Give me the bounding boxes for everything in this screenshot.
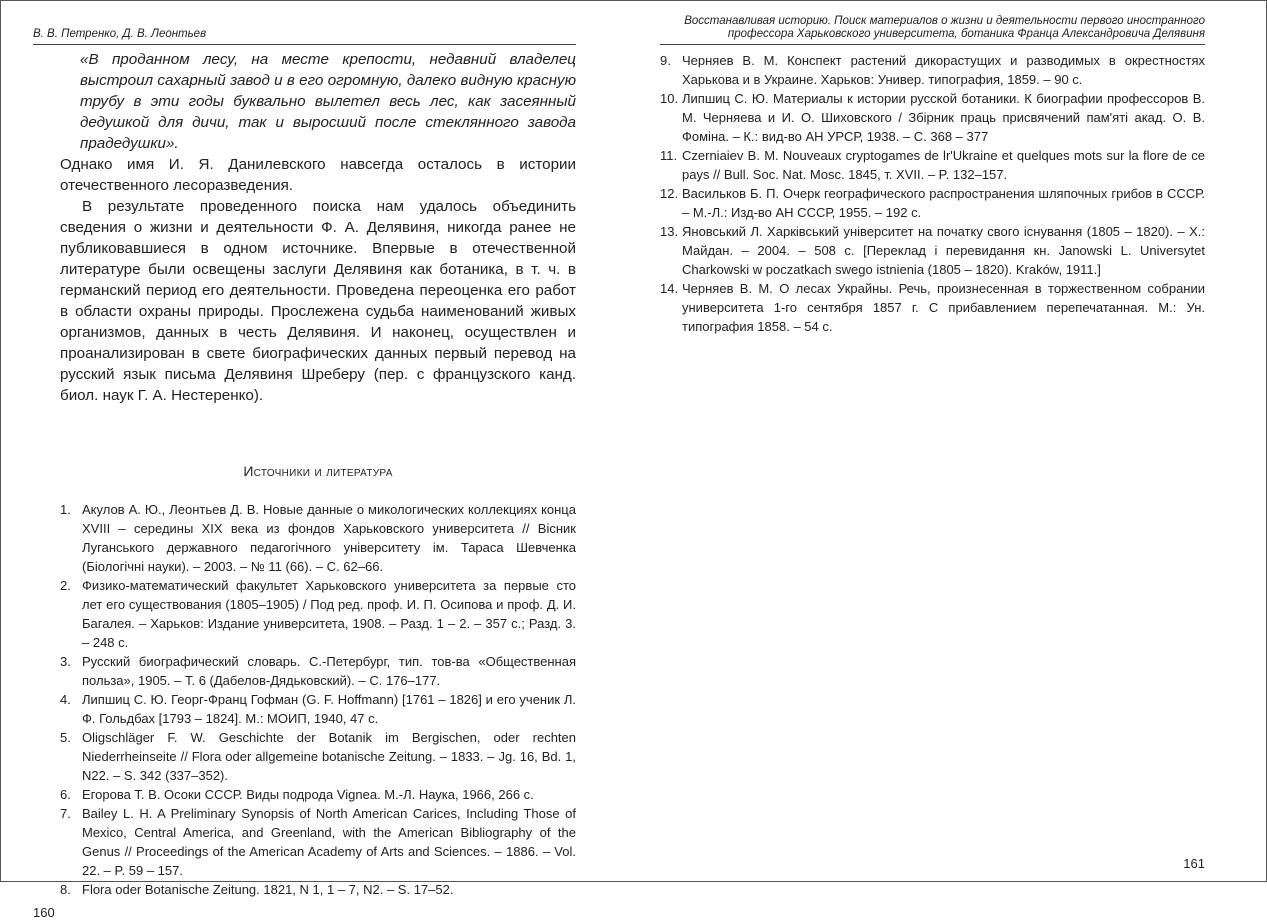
reference-text: Русский биографический словарь. С.-Петербург, тип. тов-ва «Общественная польза», 1905. – Т. 6 (Дабелов-Дядьковский). – С. 176–177. bbox=[82, 654, 576, 688]
left-page bbox=[33, 0, 576, 921]
reference-text: Физико-математический факультет Харьковского университета за первые сто лет его существования (1805–1905) / Под ред. проф. И. П. Осипова и проф. Д. И. Багалея. – Харьков: Издание университета, 1908. – Разд. 1 – 2. – 357 с.; Разд. 3. – 248 с. bbox=[82, 578, 576, 650]
reference-number: 8. bbox=[60, 882, 71, 897]
quote-block: «В проданном лесу, на месте крепости, недавний владелец выстроил сахарный завод и в его огромную, далеко видную красную трубу в эти годы буквально вылетел весь лес, как засеянный дедушкой для дичи, так и выросший после стеклянного завода прадедушки». bbox=[80, 51, 576, 152]
running-header-authors: В. В. Петренко, Д. В. Леонтьев bbox=[33, 28, 576, 45]
reference-item bbox=[60, 880, 576, 899]
reference-text: Черняев В. М. Конспект растений дикорастущих и разводимых в окрестностях Харькова и в Украине. Харьков: Универ. типография, 1859. – 90 с. bbox=[682, 53, 1205, 87]
section-heading: Источники и литература bbox=[243, 463, 393, 479]
reference-text: Егорова Т. В. Осоки СССР. Виды подрода Vignea. М.-Л. Наука, 1966, 266 с. bbox=[82, 787, 534, 802]
reference-text: Черняев В. М. О лесах Украйны. Речь, произнесенная в торжественном собрании университета 1-го сентября 1857 г. С прибавлением перепечатанная. М.: Ун. типография 1858. – 54 с. bbox=[682, 281, 1205, 334]
reference-text: Czerniaiev B. M. Nouveaux cryptogames de lr'Ukraine et quelques mots sur la flore de ce pays // Bull. Soc. Nat. Mosc. 1845, т. XVII. – P. 132–157. bbox=[682, 148, 1205, 182]
reference-number: 9. bbox=[660, 53, 671, 68]
reference-number: 14. bbox=[660, 281, 679, 296]
reference-item bbox=[660, 184, 1205, 222]
reference-text: Flora oder Botanische Zeitung. 1821, N 1, 1 – 7, N2. – S. 17–52. bbox=[82, 882, 454, 897]
right-page bbox=[660, 0, 1205, 872]
reference-item bbox=[660, 51, 1205, 89]
reference-number: 1. bbox=[60, 502, 71, 517]
page-number: 160 bbox=[33, 905, 55, 920]
reference-number: 4. bbox=[60, 692, 71, 707]
paragraph: Однако имя И. Я. Данилевского навсегда осталось в истории отечественного лесоразведения. bbox=[60, 156, 576, 194]
reference-number: 2. bbox=[60, 578, 71, 593]
reference-number: 12. bbox=[660, 186, 679, 201]
reference-item bbox=[60, 576, 576, 652]
reference-list bbox=[660, 51, 1205, 336]
reference-text: Bailey L. H. A Preliminary Synopsis of North American Carices, Including Those of Mexico, Central America, and Greenland, with the American Bibliography of the Genus // Proceedings of the American Academy of Arts and Sciences. – 1886. – Vol. 22. – P. 59 – 157. bbox=[82, 806, 576, 878]
body-text bbox=[60, 154, 576, 406]
reference-text: Липшиц С. Ю. Георг-Франц Гофман (G. F. Hoffmann) [1761 – 1826] и его ученик Л. Ф. Гольдбах [1793 – 1824]. М.: МОИП, 1940, 47 с. bbox=[82, 692, 576, 726]
reference-number: 10. bbox=[660, 91, 679, 106]
reference-text: Акулов А. Ю., Леонтьев Д. В. Новые данные о микологических коллекциях конца XVIII – середины XIX века из фондов Харьковского университета // Вісник Луганського державного педагогічного університету ім. Тараса Шевченка (Біологічні науки). – 2003. – № 11 (66). – С. 62–66. bbox=[82, 502, 576, 574]
running-header-title: Восстанавливая историю. Поиск материалов о жизни и деятельности первого иностранного профессора Харьковского университета, ботаника Франца Александровича Делявиня bbox=[660, 15, 1205, 45]
reference-item bbox=[60, 804, 576, 880]
reference-item bbox=[60, 652, 576, 690]
reference-item bbox=[660, 146, 1205, 184]
reference-item bbox=[660, 279, 1205, 336]
reference-text: Васильков Б. П. Очерк географического распространения шляпочных грибов в СССР. – М.-Л.: Изд-во АН СССР, 1955. – 192 с. bbox=[682, 186, 1205, 220]
reference-item bbox=[660, 89, 1205, 146]
reference-item bbox=[60, 785, 576, 804]
reference-number: 6. bbox=[60, 787, 71, 802]
paragraph: В результате проведенного поиска нам удалось объединить сведения о жизни и деятельности Ф. А. Делявиня, никогда ранее не публиковавшиеся в одном источнике. Впервые в отечественной литературе были освещены заслуги Делявиня как ботаника, в т. ч. в германский период его деятельности. Проведена переоценка его работ в области охраны природы. Прослежена судьба наименований живых организмов, данных в честь Делявиня. И наконец, осуществлен и проанализирован в свете биографических данных первый перевод на русский язык письма Делявиня Шреберу (пер. с французского канд. биол. наук Г. А. Нестеренко). bbox=[60, 198, 576, 404]
reference-item bbox=[60, 690, 576, 728]
reference-item bbox=[660, 222, 1205, 279]
reference-list bbox=[60, 500, 576, 899]
page-number: 161 bbox=[1183, 856, 1205, 871]
reference-text: Яновський Л. Харківський університет на початку свого існування (1805 – 1820). – Х.: Майдан. – 2004. – 508 с. [Переклад і перевидання кн. Janowski L. Universytet Charkowski w poczatkach swego istnienia (1805 – 1820). Kraków, 1911.] bbox=[682, 224, 1205, 277]
reference-number: 7. bbox=[60, 806, 71, 821]
reference-item bbox=[60, 728, 576, 785]
reference-text: Oligschläger F. W. Geschichte der Botanik im Bergischen, oder rechten Niederrheinseite // Flora oder allgemeine botanische Zeitung. – 1833. – Jg. 16, Bd. 1, N22. – S. 342 (337–352). bbox=[82, 730, 576, 783]
reference-number: 11. bbox=[660, 148, 678, 163]
reference-number: 13. bbox=[660, 224, 679, 239]
reference-number: 3. bbox=[60, 654, 71, 669]
left-page-content bbox=[60, 45, 576, 899]
reference-text: Липшиц С. Ю. Материалы к истории русской ботаники. К биографии профессоров В. М. Черняева и И. О. Шиховского / Збірник праць присвячений пам'яті акад. О. В. Фоміна. – К.: вид-во АН УРСР, 1938. – С. 368 – 377 bbox=[682, 91, 1205, 144]
reference-number: 5. bbox=[60, 730, 71, 745]
reference-item bbox=[60, 500, 576, 576]
